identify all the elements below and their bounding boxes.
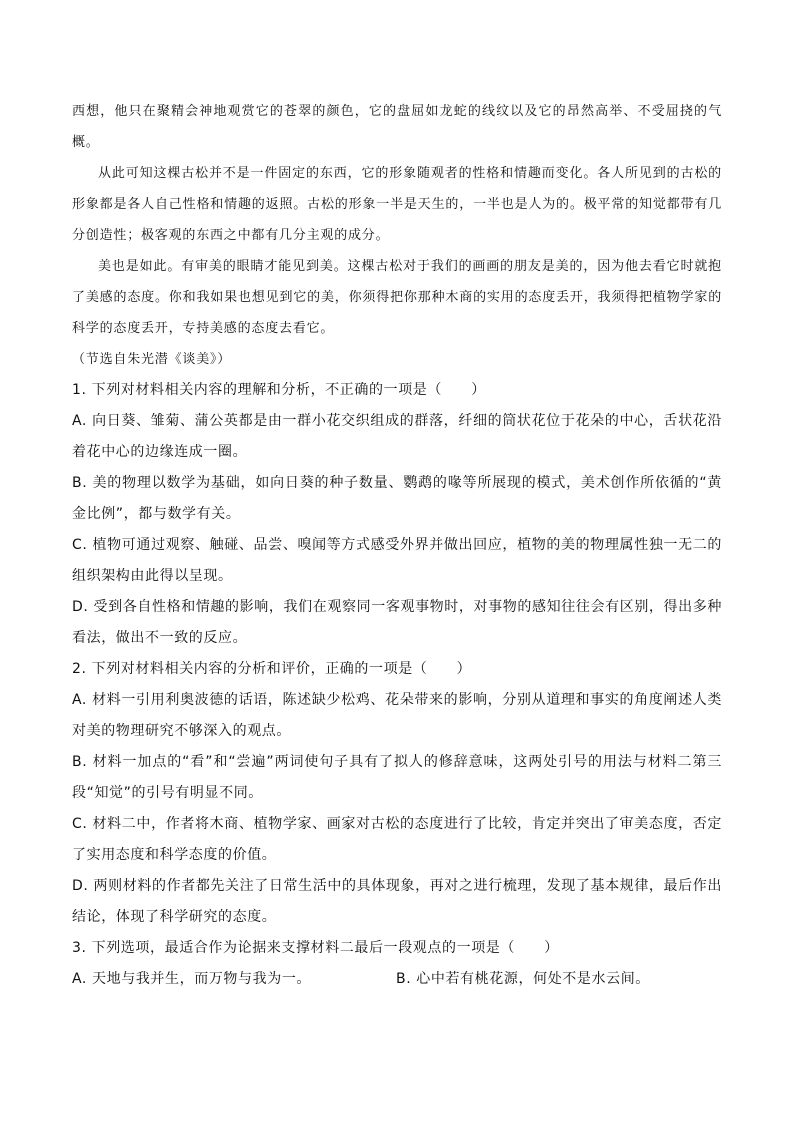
option-row (72, 964, 722, 995)
option-b: B. 材料一加点的“看”和“尝遍”两词使句子具有了拟人的修辞意味，这两处引号的用法与材料二第三段“知觉”的引号有明显不同。 (72, 754, 722, 801)
option-a: A. 天地与我并生，而万物与我为一。 (72, 971, 312, 987)
document-page (72, 96, 722, 995)
option-a: A. 向日葵、雏菊、蒲公英都是由一群小花交织组成的群落，纤细的筒状花位于花朵的中心，舌状花沿着花中心的边缘连成一圈。 (72, 413, 722, 460)
option-d: D. 两则材料的作者都先关注了日常生活中的具体现象，再对之进行梳理，发现了基本规律，最后作出结论，体现了科学研究的态度。 (72, 878, 722, 925)
question-2 (72, 654, 722, 933)
question-stem: 2. 下列对材料相关内容的分析和评价，正确的一项是（ ） (72, 661, 472, 677)
passage-source: （节选自朱光潜《谈美》） (72, 352, 232, 367)
reading-passage (72, 96, 722, 375)
option-b: B. 心中若有桃花源，何处不是水云间。 (396, 971, 650, 987)
option-b: B. 美的物理以数学为基础，如向日葵的种子数量、鹦鹉的喙等所展现的模式，美术创作所依循的“黄金比例”，都与数学有关。 (72, 475, 722, 522)
passage-paragraph: 从此可知这棵古松并不是一件固定的东西，它的形象随观者的性格和情趣而变化。各人所见到的古松的形象都是各人自己性格和情趣的返照。古松的形象一半是天生的，一半也是人为的。极平常的知觉都带有几分创造性；极客观的东西之中都有几分主观的成分。 (72, 166, 722, 243)
option-c: C. 材料二中，作者将木商、植物学家、画家对古松的态度进行了比较，肯定并突出了审美态度，否定了实用态度和科学态度的价值。 (72, 816, 722, 863)
question-1 (72, 375, 722, 654)
question-stem: 1. 下列对材料相关内容的理解和分析，不正确的一项是（ ） (72, 382, 486, 398)
option-c: C. 植物可通过观察、触碰、品尝、嗅闻等方式感受外界并做出回应，植物的美的物理属性独一无二的组织架构由此得以呈现。 (72, 537, 722, 584)
option-d: D. 受到各自性格和情趣的影响，我们在观察同一客观事物时，对事物的感知往往会有区别，得出多种看法，做出不一致的反应。 (72, 599, 722, 646)
passage-paragraph: 西想，他只在聚精会神地观赏它的苍翠的颜色，它的盘屈如龙蛇的线纹以及它的昂然高举、不受屈挠的气概。 (72, 104, 722, 150)
question-list (72, 375, 722, 995)
question-stem: 3. 下列选项，最适合作为论据来支撑材料二最后一段观点的一项是（ ） (72, 940, 559, 956)
passage-paragraph: 美也是如此。有审美的眼睛才能见到美。这棵古松对于我们的画画的朋友是美的，因为他去看它时就抱了美感的态度。你和我如果也想见到它的美，你须得把你那种木商的实用的态度丢开，我须得把植物学家的科学的态度丢开，专持美感的态度去看它。 (72, 259, 722, 336)
option-a: A. 材料一引用利奥波德的话语，陈述缺少松鸡、花朵带来的影响，分别从道理和事实的角度阐述人类对美的物理研究不够深入的观点。 (72, 692, 722, 739)
question-3 (72, 933, 722, 995)
